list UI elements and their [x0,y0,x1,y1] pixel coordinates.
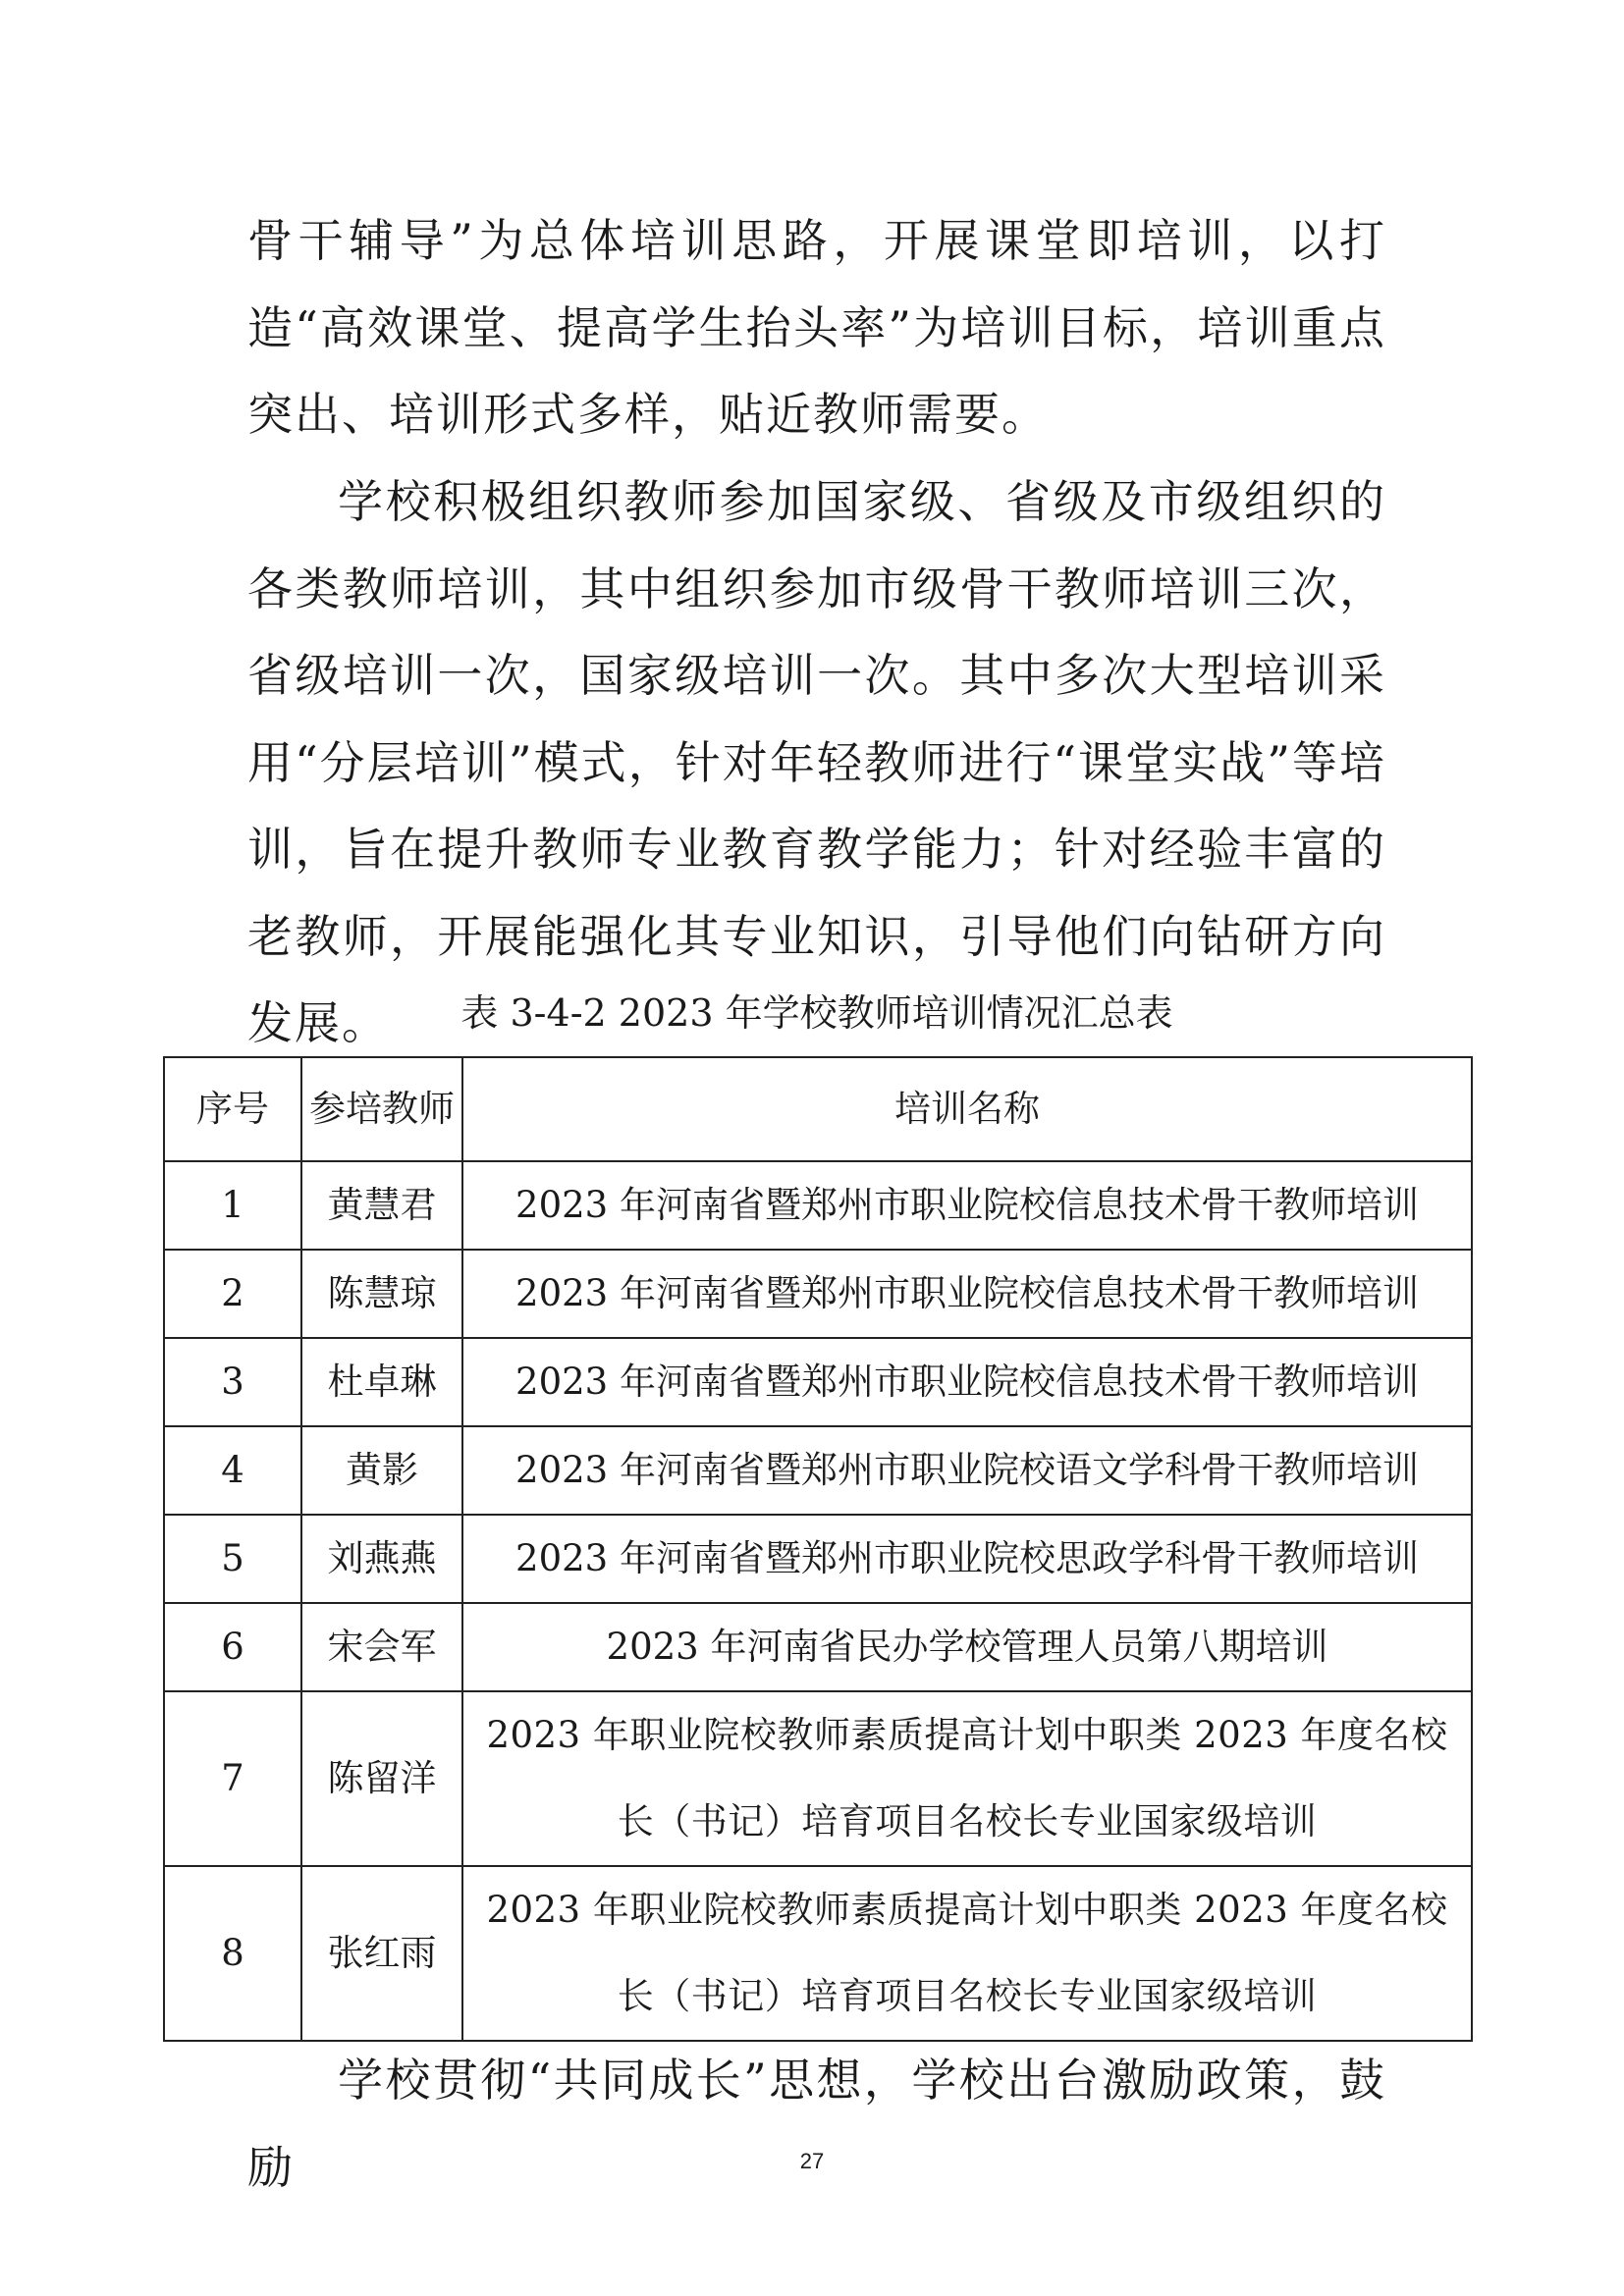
cell-teacher: 杜卓琳 [301,1338,462,1426]
table-row [164,1426,1472,1515]
cell-teacher: 黄慧君 [301,1161,462,1250]
cell-no: 3 [164,1338,301,1426]
cell-training: 2023 年河南省暨郑州市职业院校信息技术骨干教师培训 [462,1338,1472,1426]
paragraph-2: 学校积极组织教师参加国家级、省级及市级组织的各类教师培训，其中组织参加市级骨干教师培训三次，省级培训一次，国家级培训一次。其中多次大型培训采用“分层培训”模式，针对年轻教师进行“课堂实战”等培训，旨在提升教师专业教育教学能力；针对经验丰富的老教师，开展能强化其专业知识，引导他们向钻研方向发展。 [247,475,1386,1049]
paragraph-1: 骨干辅导”为总体培训思路，开展课堂即培训，以打造“高效课堂、提高学生抬头率”为培训目标，培训重点突出、培训形式多样，贴近教师需要。 [247,214,1386,441]
cell-no: 2 [164,1250,301,1338]
page-number: 27 [799,2149,825,2173]
paragraph-3: 学校贯彻“共同成长”思想，学校出台激励政策，鼓励 [247,2054,1386,2194]
cell-teacher: 陈慧琼 [301,1250,462,1338]
cell-teacher: 陈留洋 [301,1691,462,1866]
cell-no: 1 [164,1161,301,1250]
table-row [164,1515,1472,1603]
cell-teacher: 张红雨 [301,1866,462,2041]
training-table [163,1056,1473,2042]
cell-no: 7 [164,1691,301,1866]
cell-no: 6 [164,1603,301,1691]
table-row [164,1691,1472,1866]
cell-training: 2023 年河南省暨郑州市职业院校信息技术骨干教师培训 [462,1250,1472,1338]
table-header-row [164,1057,1472,1161]
cell-no: 5 [164,1515,301,1603]
cell-training: 2023 年职业院校教师素质提高计划中职类 2023 年度名校长（书记）培育项目名校长专业国家级培训 [462,1691,1472,1866]
cell-teacher: 黄影 [301,1426,462,1515]
cell-training: 2023 年河南省暨郑州市职业院校信息技术骨干教师培训 [462,1161,1472,1250]
table-caption: 表 3-4-2 2023 年学校教师培训情况汇总表 [460,991,1173,1035]
table-row [164,1161,1472,1250]
cell-no: 4 [164,1426,301,1515]
cell-training: 2023 年河南省民办学校管理人员第八期培训 [462,1603,1472,1691]
cell-training: 2023 年职业院校教师素质提高计划中职类 2023 年度名校长（书记）培育项目名校长专业国家级培训 [462,1866,1472,2041]
header-teacher: 参培教师 [301,1057,462,1161]
table-row [164,1338,1472,1426]
cell-teacher: 宋会军 [301,1603,462,1691]
cell-training: 2023 年河南省暨郑州市职业院校语文学科骨干教师培训 [462,1426,1472,1515]
cell-teacher: 刘燕燕 [301,1515,462,1603]
cell-no: 8 [164,1866,301,2041]
table-row [164,1603,1472,1691]
table-row [164,1250,1472,1338]
cell-training: 2023 年河南省暨郑州市职业院校思政学科骨干教师培训 [462,1515,1472,1603]
table-row [164,1866,1472,2041]
header-training: 培训名称 [462,1057,1472,1161]
header-no: 序号 [164,1057,301,1161]
